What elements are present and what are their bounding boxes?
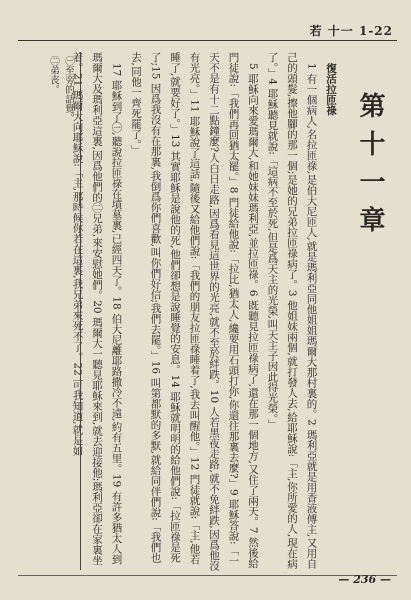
verse-paragraph: 5 耶穌向來愛瑪爾大,和她妹妹瑪利亞,並拉匝祿。6 既聽見拉匝祿病了,還在那一個地方,又住了兩天。7 然後給門徒說:「我們再回猶太罷。」8 門徒給他說:「拉比,猶太人,纔要用石頭打你,你還往那裏去麼?」9 耶穌答說:「一天不是有十二點鐘麼?人白日走路,因爲看見這世界的光亮,就不至於絆跌。10 人若黑夜走路,就不免絆跌,因爲他沒有光亮。」11 耶穌說了這話,隨後又給他們說:「我們的朋友拉匝祿睡着了,我去叫醒他。」12 門徒就說:「主,他若睡了,就要好了。」13 其實耶穌是說他的死,他們卻想是說睡覺的安息。14 耶穌就明明的給他們說:「拉匝祿是死了;15 因爲我沒有在那裏,我倒爲你們喜歡,叫你們好信;我們去罷。」16 叫第都默的多默,就給同伴們說:「我們也去,同他一齊死罷了。」 <box>130 52 259 571</box>
scripture-text <box>71 52 340 572</box>
notes-divider <box>80 52 81 570</box>
verse-paragraph: 17 耶穌到了㊀,聽說拉匝祿在墳墓裏,已經四天了。18 伯大尼離耶路撒冷不遠,約有五里。19 有許多猶太人到瑪爾大及瑪利亞這裏,因爲他們的㊁兄弟,來安慰她們。20 瑪爾大一聽見耶穌來到,就去迎接他;瑪利亞卻在家裏坐着。21 瑪爾大向耶穌說:「主,那時候你若在這裏,我兄弟來死不了。22 可我知道,就是如 <box>71 52 123 566</box>
footnote: ㊁弟丧。 <box>48 56 59 94</box>
footnote: ㊀至旁的話覺。 <box>63 56 74 123</box>
section-heading: 復活拉匝祿 <box>325 62 337 115</box>
running-header: 若 十一 1-22 <box>309 24 393 38</box>
page-number: — 236 — <box>338 573 391 586</box>
footnotes <box>42 56 76 196</box>
chapter-title: 第十一章 <box>355 92 385 244</box>
verse-paragraph: 1 有一個病人,名拉匝祿,是伯大尼匝人,就是瑪利亞同他姐姐瑪爾大那村裏的。2 瑪利亞就是用香液傅主,又用自己的頭髮,擦他腳的那一個;是她的兄弟拉匝祿病了。3 他姐妹兩個,就打發人去,給耶穌說:「主,你所愛的人,現在病了。」4 耶穌聽見就說:「這病不至於死,但是爲天主的光榮,叫天主子因此得光榮。」 <box>266 52 318 569</box>
header-rule <box>18 40 397 41</box>
